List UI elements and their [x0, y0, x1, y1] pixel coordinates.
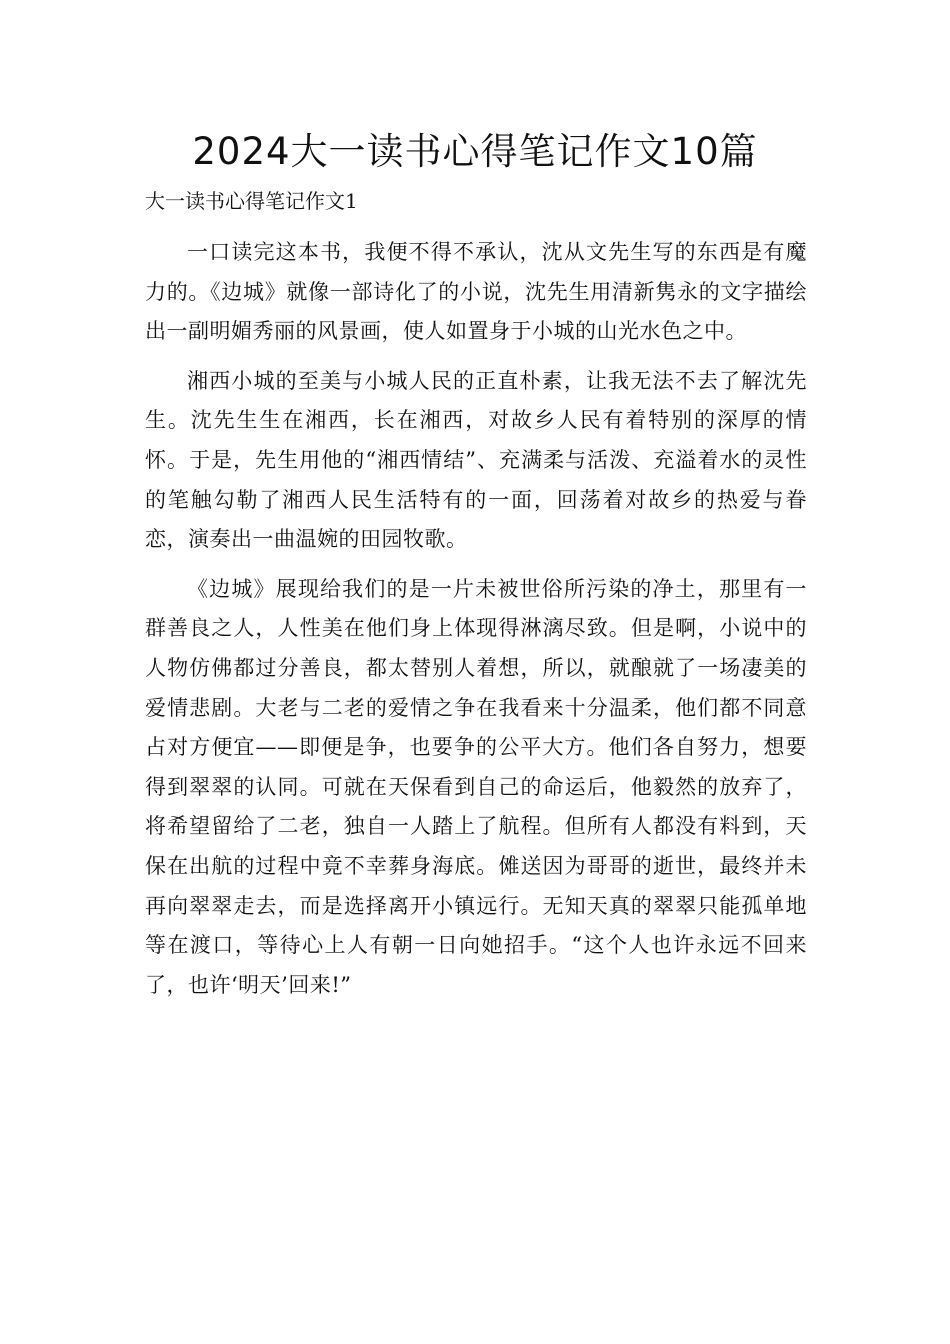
document-title: 2024大一读书心得笔记作文10篇	[192, 130, 758, 173]
paragraph: 湘西小城的至美与小城人民的正直朴素，让我无法不去了解沈先生。沈先生生在湘西，长在湘西，对故乡人民有着特别的深厚的情怀。于是，先生用他的“湘西情结”、充满柔与活泼、充溢着水的灵性的笔触勾勒了湘西人民生活特有的一面，回荡着对故乡的热爱与眷恋，演奏出一曲温婉的田园牧歌。	[145, 368, 807, 552]
paragraph: 一口读完这本书，我便不得不承认，沈从文先生写的东西是有魔力的。《边城》就像一部诗化了的小说，沈先生用清新隽永的文字描绘出一副明媚秀丽的风景画，使人如置身于小城的山光水色之中。	[145, 240, 807, 344]
section-heading: 大一读书心得笔记作文1	[145, 189, 358, 213]
document-body	[145, 233, 807, 1005]
paragraph: 《边城》展现给我们的是一片未被世俗所污染的净土，那里有一群善良之人，人性美在他们身上体现得淋漓尽致。但是啊，小说中的人物仿佛都过分善良，都太替别人着想，所以，就酿就了一场凄美的爱情悲剧。大老与二老的爱情之争在我看来十分温柔，他们都不同意占对方便宜——即便是争，也要争的公平大方。他们各自努力，想要得到翠翠的认同。可就在天保看到自己的命运后，他毅然的放弃了，将希望留给了二老，独自一人踏上了航程。但所有人都没有料到，天保在出航的过程中竟不幸葬身海底。傩送因为哥哥的逝世，最终并未再向翠翠走去，而是选择离开小镇远行。无知天真的翠翠只能孤单地等在渡口，等待心上人有朝一日向她招手。“这个人也许永远不回来了，也许‘明天’回来!”	[145, 576, 807, 997]
